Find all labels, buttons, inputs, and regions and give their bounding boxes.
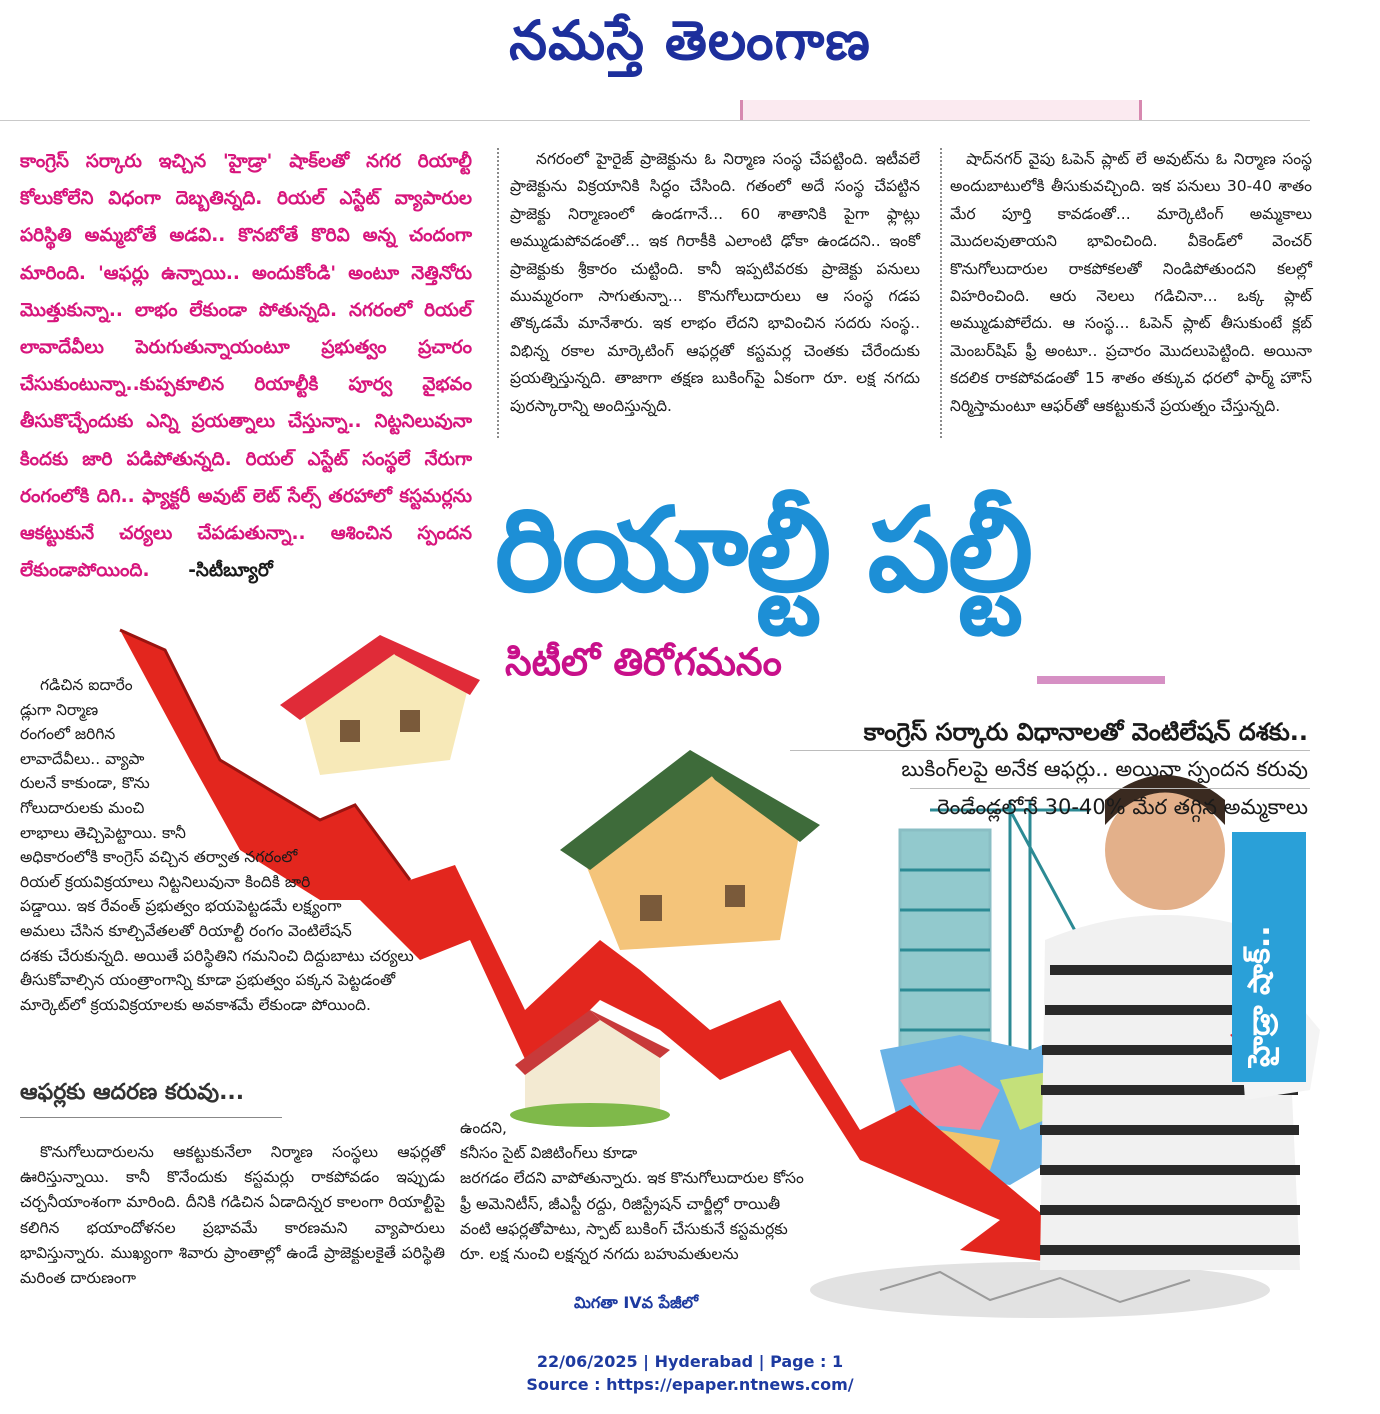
section-rule	[20, 1117, 282, 1118]
bottom-left-text: కొనుగోలుదారులను ఆకట్టుకునేలా నిర్మాణ సంస్థలు ఆఫర్లతో ఊరిస్తున్నాయి. కానీ కొనేందుకు కస్టమర్లు రాకపోవడం ఇప్పుడు చర్చనీయాంశంగా మారింది. దీనికి గడిచిన ఏడాదిన్నర కాలంగా రియాల్టీపై కలిగిన భయాందోళనల ప్రభావమే కారణమని వ్యాపారులు భావిస్తున్నారు. ముఖ్యంగా శివారు ప్రాంతాల్లో ఉండే ప్రాజెక్టులకైతే పరిస్థితి మరింత దారుణంగా	[20, 1143, 445, 1288]
house-2	[560, 750, 820, 950]
bottom-mid-line: జరగడం లేదని వాపోతున్నారు. ఇక కొనుగోలుదారుల కోసం	[460, 1169, 804, 1188]
intro-text: కాంగ్రెస్ సర్కారు ఇచ్చిన 'హైడ్రా' షాక్‌లతో నగర రియాల్టీ కోలుకోలేని విధంగా దెబ్బతిన్నది. రియల్ ఎస్టేట్ వ్యాపారుల పరిస్థితి అమ్మబోతే అడవి.. కొనబోతే కొరివి అన్న చందంగా మారింది. 'ఆఫర్లు ఉన్నాయి.. అందుకోండి' అంటూ నెత్తినోరు మొత్తుకున్నా.. లాభం లేకుండా పోతున్నది. నగరంలో రియల్ లావాదేవీలు పెరుగుతున్నాయంటూ ప్రభుత్వం ప్రచారం చేసుకుంటున్నా..కుప్పకూలిన రియాల్టీకి పూర్వ వైభవం తీసుకొచ్చేందుకు ఎన్ని ప్రయత్నాలు చేస్తున్నా.. నిట్టనిలువునా కిందకు జారి పడిపోతున్నది. రియల్ ఎస్టేట్ సంస్థలే నేరుగా రంగంలోకి దిగి.. ఫ్యాక్టరీ అవుట్ లెట్ సేల్స్ తరహాలో కస్టమర్లను ఆకట్టుకునే చర్యలు చేపడుతున్నా.. ఆశించిన స్పందన లేకుండాపోయింది.	[20, 151, 472, 582]
article-column-3	[950, 146, 1312, 420]
hydra-shock-tag-text: హైడ్రా షాక్..	[1242, 925, 1277, 1067]
continued-on-page: మిగతా IVవ పేజీలో	[574, 1293, 699, 1312]
bottom-mid-line: కనీసం సైట్ విజిటింగ్‌లు కూడా	[460, 1144, 638, 1163]
headline: రియాల్టీ పల్టీ	[495, 483, 1032, 618]
side-line: దశకు చేరుకున్నది. అయితే పరిస్థితిని గమనించి దిద్దుబాటు చర్యలు	[20, 946, 414, 965]
article-column-3-text: షాద్‌నగర్ వైపు ఓపెన్ ప్లాట్ లే అవుట్‌ను ఓ నిర్మాణ సంస్థ అందుబాటులోకి తీసుకువచ్చింది. ఇక పనులు 30-40 శాతం మేర పూర్తి కావడంతో... మార్కెటింగ్ అమ్మకాలు మొదలవుతాయని భావించింది. వీకెండ్‌లో వెంచర్ కొనుగోలుదారుల రాకపోకలతో నిండిపోతుందని కలల్లో విహరించింది. ఆరు నెలలు గడిచినా... ఒక్క ప్లాట్ అమ్ముడుపోలేదు. ఆ సంస్థ... ఓపెన్ ప్లాట్ తీసుకుంటే క్లబ్ మెంబర్‌షిప్ ఫ్రీ అంటూ.. ప్రచారం మొదలుపెట్టింది. అయినా కదలిక రాకపోవడంతో 15 శాతం తక్కువ ధరలో ఫార్మ్ హౌస్ నిర్మిస్తామంటూ ఆఫర్‌తో ఆకట్టుకునే ప్రయత్నం చేస్తున్నది.	[950, 150, 1312, 415]
footer-source: Source : https://epaper.ntnews.com/	[526, 1375, 854, 1394]
bottom-left-column	[20, 1140, 445, 1291]
deck-line-2: బుకింగ్‌లపై అనేక ఆఫర్లు.. అయినా స్పందన కరువు	[901, 757, 1308, 781]
subheadline-accent-bar	[1037, 676, 1165, 684]
footer-date-page: 22/06/2025 | Hyderabad | Page : 1	[536, 1352, 844, 1371]
side-line: తీసుకోవాల్సిన యంత్రాంగాన్ని కూడా ప్రభుత్వం పక్కన పెట్టడంతో	[20, 971, 396, 990]
side-line: రియల్ క్రయవిక్రయాలు నిట్టనిలువునా కిందికి జారి	[20, 872, 311, 891]
byline: -సిటీబ్యూరో	[188, 560, 273, 582]
side-line: రులనే కాకుండా, కొను	[20, 774, 150, 793]
bottom-mid-line: వంటి ఆఫర్లతోపాటు, స్పాట్ బుకింగ్ చేసుకునే కస్టమర్లకు	[460, 1219, 788, 1238]
section-heading: ఆఫర్లకు ఆదరణ కరువు...	[20, 1080, 245, 1105]
bottom-mid-line: ఫ్రీ అమెనిటీస్, జీఎస్టీ రద్దు, రిజిస్ట్రేషన్ చార్జీల్లో రాయితీ	[460, 1194, 781, 1213]
article-column-2	[510, 146, 920, 420]
bottom-middle-column	[460, 1116, 880, 1267]
side-line: అమలు చేసిన కూల్చివేతలతో రియాల్టీ రంగం వెంటిలేషన్	[20, 921, 352, 940]
side-line: గడిచిన ఐదారేం	[40, 676, 133, 694]
masthead: నమస్తే తెలంగాణ	[509, 8, 871, 72]
side-line: రంగంలో జరిగిన	[20, 725, 116, 744]
side-line: గోలుదారులకు మంచి	[20, 798, 145, 817]
column-separator	[497, 148, 499, 438]
side-line: డ్లుగా నిర్మాణ	[20, 700, 99, 719]
side-line: మార్కెట్‌లో క్రయవిక్రయాలకు అవకాశమే లేకుండా పోయింది.	[20, 995, 371, 1014]
deck-rule	[790, 750, 1310, 751]
masthead-accent-tab	[740, 100, 1142, 120]
bottom-mid-line: రూ. లక్ష నుంచి లక్షన్నర నగదు బహుమతులను	[460, 1245, 739, 1264]
column-separator	[940, 148, 942, 438]
side-line: లావాదేవీలు.. వ్యాపా	[20, 749, 145, 768]
bottom-mid-line: ఉందని,	[460, 1119, 507, 1137]
article-column-2-text: నగరంలో హైరైజ్ ప్రాజెక్టును ఓ నిర్మాణ సంస్థ చేపట్టింది. ఇటీవలే ప్రాజెక్టును విక్రయానికి సిద్ధం చేసింది. గతంలో అదే సంస్థ చేపట్టిన ప్రాజెక్టు నిర్మాణంలో ఉండగానే... 60 శాతానికి పైగా ఫ్లాట్లు అమ్ముడుపోవడంతో... ఇక గిరాకీకి ఎలాంటి ఢోకా ఉండదని.. ఇంకో ప్రాజెక్టుకు శ్రీకారం చుట్టింది. కానీ ఇప్పటివరకు ప్రాజెక్టు పనులు ముమ్మరంగా సాగుతున్నా... కొనుగోలుదారులు ఆ సంస్థ గడప తొక్కడమే మానేశారు. ఇక లాభం లేదని భావించిన సదరు సంస్థ.. విభిన్న రకాల మార్కెటింగ్ ఆఫర్లతో కస్టమర్ల చెంతకు చేరేందుకు ప్రయత్నిస్తున్నది. తాజాగా తక్షణ బుకింగ్‌పై ఏకంగా రూ. లక్ష నగదు పురస్కారాన్ని అందిస్తున్నది.	[510, 150, 920, 415]
ground-shadow	[810, 1262, 1270, 1318]
deck-line-3: రెండేండ్లలోనే 30-40% మేర తగ్గిన అమ్మకాలు	[937, 795, 1308, 819]
hydra-shock-tag	[1232, 832, 1306, 1082]
deck-line-1: కాంగ్రెస్ సర్కారు విధానాలతో వెంటిలేషన్ దశకు..	[863, 718, 1308, 746]
side-line: అధికారంలోకి కాంగ్రెస్ వచ్చిన తర్వాత నగరంలో	[20, 848, 298, 867]
deck-rule	[910, 788, 1310, 789]
side-column	[20, 673, 490, 1017]
intro-paragraph	[20, 143, 472, 589]
masthead-rule	[0, 120, 1310, 121]
side-line: పడ్డాయి. ఇక రేవంత్ ప్రభుత్వం భయపెట్టడమే లక్ష్యంగా	[20, 897, 342, 916]
side-line: లాభాలు తెచ్చిపెట్టాయి. కానీ	[20, 823, 186, 842]
subheadline: సిటీలో తిరోగమనం	[505, 640, 782, 684]
